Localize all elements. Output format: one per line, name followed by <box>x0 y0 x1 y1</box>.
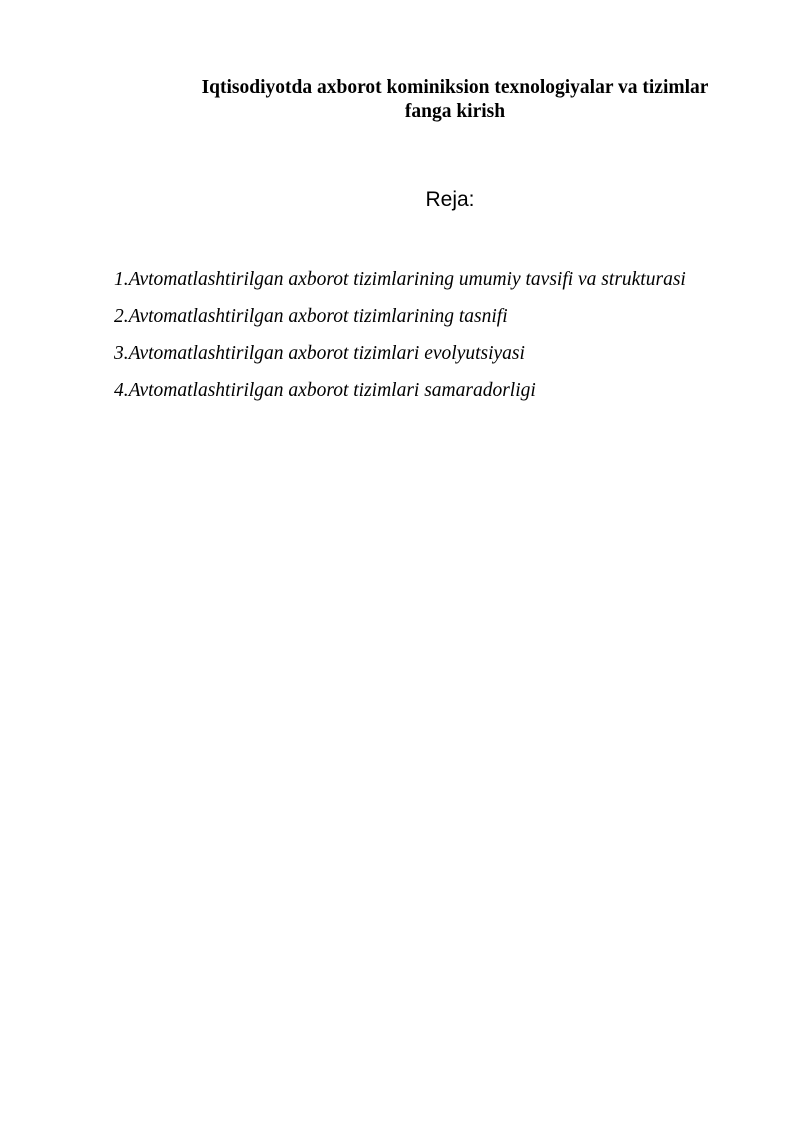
document-title-line-1: Iqtisodiyotda axborot kominiksion texnologiyalar va tizimlar <box>201 77 709 98</box>
plan-item-2: 2.Avtomatlashtirilgan axborot tizimlarining tasnifi <box>114 306 508 327</box>
plan-item-1: 1.Avtomatlashtirilgan axborot tizimlarining umumiy tavsifi va strukturasi <box>114 269 686 290</box>
plan-list <box>114 261 694 409</box>
document-title-line-2: fanga kirish <box>404 101 506 122</box>
plan-heading: Reja: <box>425 188 475 211</box>
document-title <box>150 76 760 124</box>
plan-item-3: 3.Avtomatlashtirilgan axborot tizimlari evolyutsiyasi <box>114 343 525 364</box>
plan-item-4: 4.Avtomatlashtirilgan axborot tizimlari samaradorligi <box>114 380 536 401</box>
